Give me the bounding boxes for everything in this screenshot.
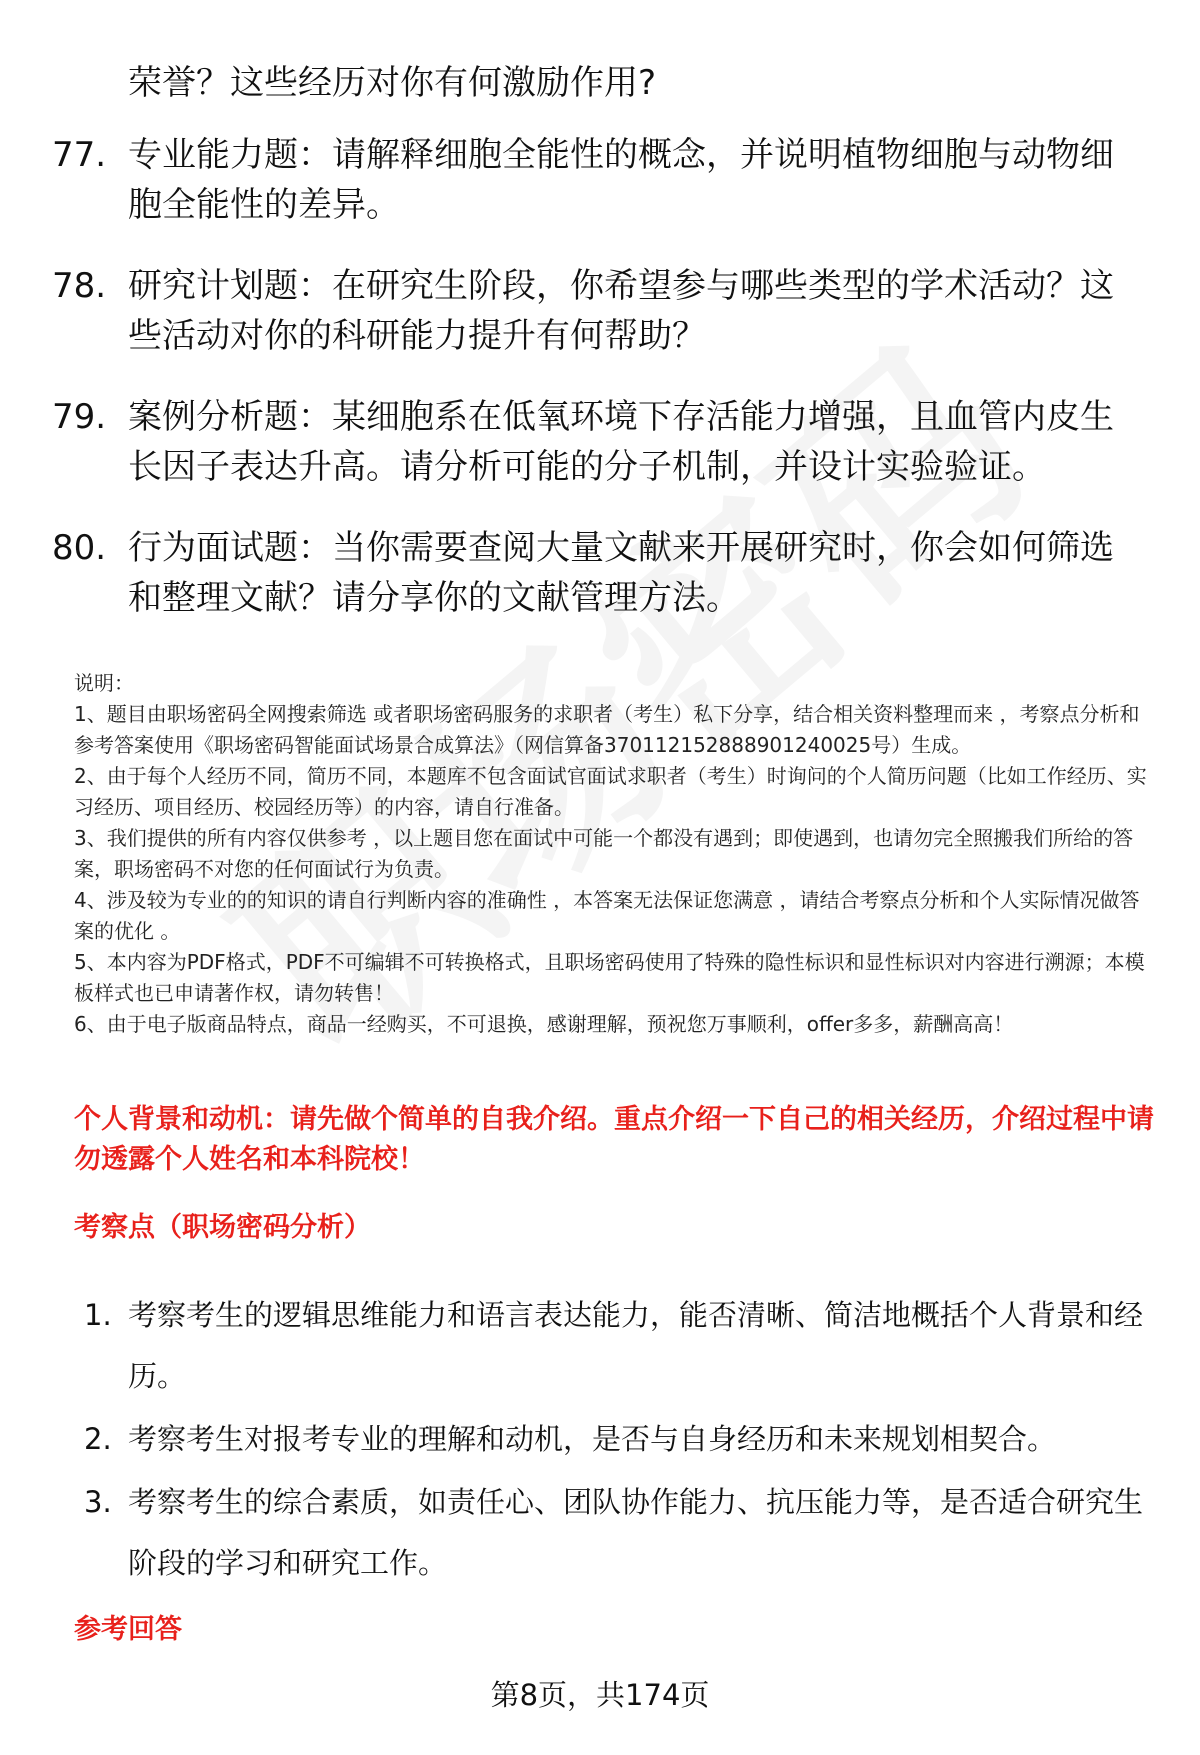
notes-item: 3、我们提供的所有内容仅供参考 ，以上题目您在面试中可能一个都没有遇到；即使遇到，也请勿完全照搬我们所给的答案，职场密码不对您的任何面试行为负责。	[74, 826, 1134, 881]
question-text: 专业能力题：请解释细胞全能性的概念，并说明植物细胞与动物细胞全能性的差异。	[128, 135, 1114, 225]
question-number: 78.	[52, 266, 107, 306]
kaochadian-text: 考察考生的逻辑思维能力和语言表达能力，能否清晰、简洁地概括个人背景和经历。	[128, 1298, 1144, 1393]
question-continued-text: 荣誉？这些经历对你有何激励作用?	[128, 63, 657, 103]
kaochadian-text: 考察考生的综合素质，如责任心、团队协作能力、抗压能力等，是否适合研究生阶段的学习和研究工作。	[128, 1485, 1144, 1580]
kaochadian-number: 3.	[84, 1485, 112, 1519]
question-item	[52, 392, 1142, 492]
notes-item: 6、由于电子版商品特点，商品一经购买，不可退换，感谢理解，预祝您万事顺利，offer多多，薪酬高高！	[74, 1012, 1014, 1036]
kaochadian-number: 1.	[84, 1298, 112, 1332]
question-text: 研究计划题：在研究生阶段，你希望参与哪些类型的学术活动？这些活动对你的科研能力提升有何帮助？	[128, 266, 1114, 356]
notes-item: 1、题目由职场密码全网搜索筛选 或者职场密码服务的求职者（考生）私下分享，结合相关资料整理而来 ，考察点分析和参考答案使用《职场密码智能面试场景合成算法》（网信算备370112152888901240025号）生成。	[74, 702, 1140, 757]
question-number: 79.	[52, 397, 107, 437]
notes-item: 2、由于每个人经历不同，简历不同，本题库不包含面试官面试求职者（考生）时询问的个人简历问题（比如工作经历、实习经历、项目经历、校园经历等）的内容，请自行准备。	[74, 764, 1147, 819]
kaochadian-item	[84, 1409, 1144, 1470]
notes-item: 4、涉及较为专业的的知识的请自行判断内容的准确性 ，本答案无法保证您满意 ，请结合考察点分析和个人实际情况做答案的优化 。	[74, 888, 1140, 943]
question-item	[52, 261, 1142, 361]
kaochadian-heading: 考察点（职场密码分析）	[74, 1212, 371, 1243]
question-item	[52, 130, 1142, 230]
kaochadian-text: 考察考生对报考专业的理解和动机，是否与自身经历和未来规划相契合。	[128, 1422, 1057, 1456]
question-number: 77.	[52, 135, 107, 175]
question-text: 行为面试题：当你需要查阅大量文献来开展研究时，你会如何筛选和整理文献？请分享你的文献管理方法。	[128, 528, 1114, 618]
question-list	[52, 130, 1142, 654]
notes-title: 说明：	[74, 671, 134, 695]
notes-section	[74, 668, 1154, 1040]
question-item	[52, 523, 1142, 623]
answer-heading: 参考回答	[74, 1614, 182, 1645]
page-footer: 第8页，共174页	[490, 1678, 710, 1712]
question-text: 案例分析题：某细胞系在低氧环境下存活能力增强，且血管内皮生长因子表达升高。请分析可能的分子机制，并设计实验验证。	[128, 397, 1114, 487]
kaochadian-number: 2.	[84, 1422, 112, 1456]
kaochadian-item	[84, 1285, 1144, 1407]
notes-item: 5、本内容为PDF格式，PDF不可编辑不可转换格式，且职场密码使用了特殊的隐性标识和显性标识对内容进行溯源；本模板样式也已申请著作权，请勿转售！	[74, 950, 1145, 1005]
question-number: 80.	[52, 528, 107, 568]
kaochadian-item	[84, 1472, 1144, 1594]
highlight-question: 个人背景和动机：请先做个简单的自我介绍。重点介绍一下自己的相关经历，介绍过程中请勿透露个人姓名和本科院校！	[74, 1104, 1154, 1175]
kaochadian-list	[84, 1285, 1144, 1596]
